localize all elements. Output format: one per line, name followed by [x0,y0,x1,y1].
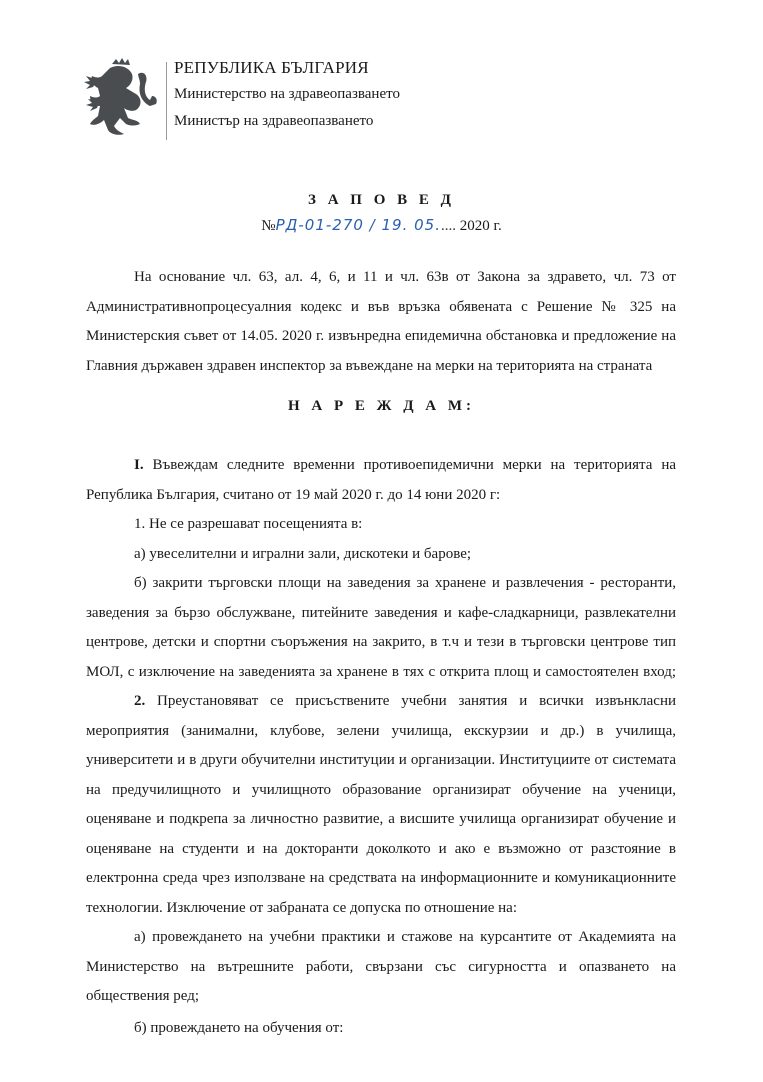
number-sign: № [261,218,276,234]
section-number: I. [134,457,144,473]
preamble-line: Главния държавен здравен инспектор за въвеждане на мерки на територията на страната [86,357,653,374]
item-1: 1. Не се разрешават посещенията в: [134,516,363,532]
dotted-fill: .... [440,218,456,234]
item-1-b-line: заведения за бързо обслужване, питейните заведения и кафе-сладкарници, развлекателни [86,604,676,621]
item-2-b [86,1014,676,1044]
item-1-b-line: МОЛ, с изключение на заведенията за хранене в тях с открита площ и самостоятелен вход; [86,663,676,680]
ministry-name: Министерство на здравеопазването [174,86,400,102]
item-number: 1. [134,516,146,532]
preamble-line: Административнопроцесуалния кодекс и във връзка обявената с Решение № 325 на [86,298,676,315]
preamble-line: На основание чл. 63, ал. 4, 6, и 11 и чл. 63в от Закона за здравето, чл. 73 от [134,269,676,285]
section-1 [86,451,676,1012]
preamble [86,263,676,381]
section-1-line: I. Въвеждам следните временни противоепидемични мерки на територията на [134,457,676,473]
item-2-line: мероприятия (занимални, клубове, зелени училища, екскурзии и др.) в училища, [86,722,676,739]
item-2-line: на предучилищното и училищното образование организират обучение на ученици, [86,781,676,798]
letterhead [82,56,502,146]
order-title: З А П О В Е Д [308,192,455,208]
decree-heading: Н А Р Е Ж Д А М: [287,398,476,414]
country-name: РЕПУБЛИКА БЪЛГАРИЯ [174,58,369,77]
item-2-a-line: а) провеждането на учебни практики и стажове на курсантите от Академията на [134,929,676,945]
order-year: 2020 г. [455,218,502,234]
item-2-a-line: Министерство на вътрешните работи, свързани със сигурността и опазването на [86,958,676,975]
header-divider [166,62,167,140]
order-number [0,216,763,235]
item-2-line: технологии. Изключение от забраната се допуска по отношение на: [86,899,518,916]
item-2-a-line: обществения ред; [86,988,200,1004]
item-1-a: а) увеселителни и игрални зали, дискотеки и барове; [134,545,472,562]
item-2-line: оценяване на студенти и на докторанти доколкото и ако е възможно от разстояние в [86,840,676,857]
handwritten-order-number: РД-01-270 / 19. 05. [275,216,441,234]
item-1-b-line: б) закрити търговски площи на заведения за хранене и развлечения - ресторанти, [134,575,676,591]
item-1-b-line: центрове, детски и спортни съоръжения на закрито, в т.ч и тези в търговски центрове тип [86,634,676,650]
lion-emblem-icon [82,56,160,142]
item-2-line: университети и в други обучителни институции и организации. Институциите от системата [86,752,676,768]
section-1-line: Република България, считано от 19 май 2020 г. до 14 юни 2020 г: [86,486,501,503]
item-2-line: 2. Преустановяват се присъствените учебни занятия и всички извънкласни [134,693,676,709]
item-2-line: оценяване и подкрепа за личностно развитие, а висшите училища организират обучение и [86,811,676,827]
item-2-line: електронна среда чрез използване на средствата на информационните и комуникационните [86,870,676,886]
minister-title: Министър на здравеопазването [174,113,374,129]
item-2-b-line: б) провеждането на обучения от: [134,1020,344,1036]
preamble-line: Министерския съвет от 14.05. 2020 г. извънредна епидемична обстановка и предложение на [86,328,676,344]
item-number: 2. [134,693,146,709]
